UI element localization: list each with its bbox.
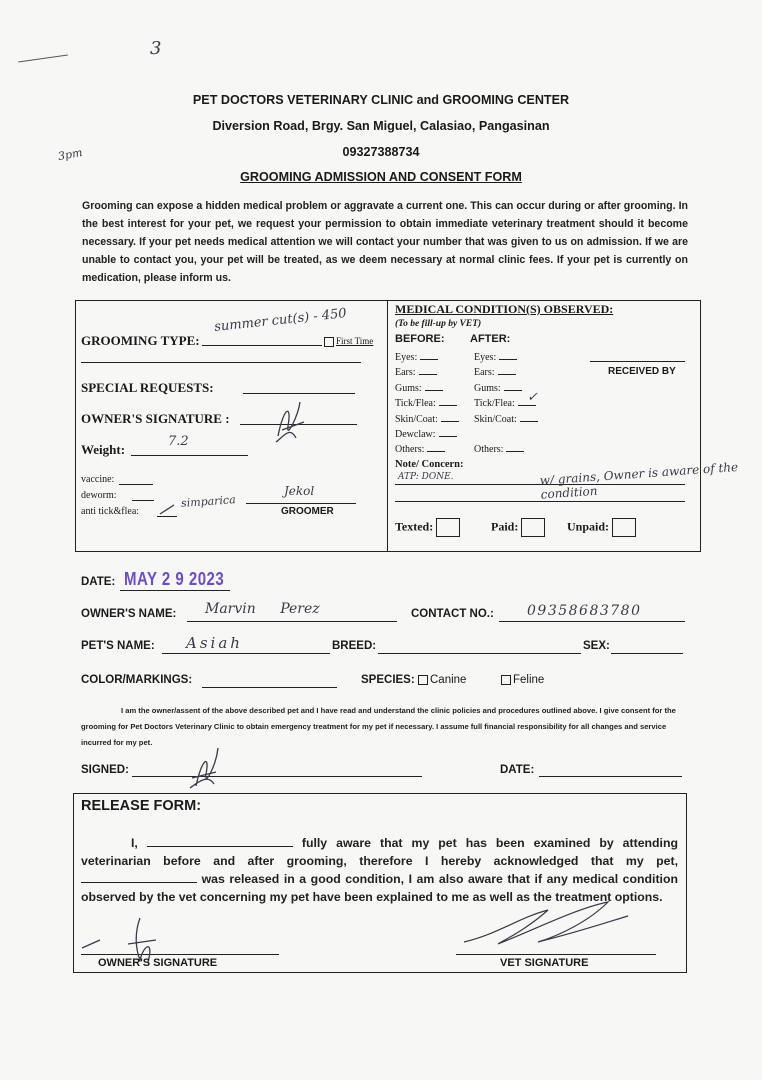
note-extra-handwriting: w/ grains, Owner is aware of the condition [539, 459, 739, 502]
feline-option[interactable]: Feline [501, 674, 544, 686]
weight-line [131, 455, 248, 456]
date-stamp[interactable]: MAY 2 9 2023 [124, 569, 225, 590]
owner-name-line [187, 621, 397, 622]
weight-label: Weight: [81, 442, 126, 457]
signed-label: SIGNED: [81, 764, 129, 776]
before-label: BEFORE: [395, 333, 445, 345]
row-blank-line[interactable] [499, 350, 517, 360]
anti-tick-value[interactable]: simparica [180, 493, 237, 510]
before-row[interactable]: Dewclaw: [395, 427, 459, 442]
signed-line[interactable] [132, 776, 422, 777]
row-blank-line[interactable] [441, 412, 459, 422]
after-row[interactable]: Eyes: [474, 350, 538, 365]
anti-tick-line[interactable] [157, 516, 177, 517]
owner-signature-label: OWNER'S SIGNATURE : [81, 411, 230, 426]
received-by-line[interactable] [590, 361, 685, 362]
unpaid-option[interactable]: Unpaid: [567, 518, 636, 537]
grooming-type-line-2 [81, 362, 361, 363]
before-row[interactable]: Skin/Coat: [395, 412, 459, 427]
after-row[interactable] [474, 427, 538, 442]
grooming-type-label: GROOMING TYPE: [81, 333, 200, 348]
owner-release-signature-label: OWNER'S SIGNATURE [98, 957, 218, 969]
grooming-type-value[interactable]: summer cut(s) - 450 [213, 306, 348, 335]
anti-tick-label: anti tick&flea: [81, 506, 140, 517]
owner-name-label: OWNER'S NAME: [81, 608, 177, 620]
received-by-label: RECEIVED BY [608, 366, 676, 377]
intro-paragraph: Grooming can expose a hidden medical problem or aggravate a current one. This can occur during or after grooming. In the best interest for your pet, we request your permission to obtain immediate veterinary treatment should it become necessary. If your pet needs medical attention we will contact your number that was given to us on admission. If we are unable to contact you, your pet will be treated, as we deem necessary at normal clinic fees. If your pet is currently on medication, please inform us. [82, 200, 688, 284]
deworm-line[interactable] [132, 500, 154, 501]
signed-date-line[interactable] [539, 776, 682, 777]
clinic-address: Diversion Road, Brgy. San Miguel, Calasiao, Pangasinan [212, 119, 550, 133]
row-blank-line[interactable] [439, 427, 457, 437]
before-row[interactable]: Others: [395, 442, 459, 457]
texted-option[interactable]: Texted: [395, 518, 460, 537]
groomer-label: GROOMER [281, 506, 334, 517]
after-row[interactable]: Others: [474, 442, 538, 457]
paid-checkbox[interactable] [521, 518, 545, 537]
release-name-line[interactable] [147, 835, 293, 847]
clinic-phone: 09327388734 [342, 145, 420, 159]
first-time-option[interactable]: First Time [324, 336, 373, 347]
owner-name-value[interactable]: Marvin Perez [205, 601, 320, 617]
note-value[interactable]: ATP: DONE. [398, 472, 454, 482]
release-pet-line[interactable] [81, 871, 197, 883]
feline-checkbox[interactable] [501, 675, 511, 685]
unpaid-checkbox[interactable] [612, 518, 636, 537]
after-row[interactable]: Tick/Flea: [474, 396, 538, 411]
contact-value[interactable]: 09358683780 [527, 603, 642, 619]
color-line[interactable] [202, 687, 337, 688]
texted-checkbox[interactable] [436, 518, 460, 537]
tick-after-check: ✓ [527, 390, 538, 405]
anti-tick-check-mark [158, 502, 176, 516]
breed-label: BREED: [332, 640, 377, 652]
groomer-line [246, 503, 356, 504]
special-requests-line[interactable] [243, 393, 355, 394]
row-blank-line[interactable] [504, 381, 522, 391]
row-blank-line[interactable] [419, 365, 437, 375]
consent-paragraph: I am the owner/assent of the above described pet and I have read and understand the clinic policies and procedures outlined above. I give consent for the grooming for Pet Doctors Veterinary Clinic to obtain emergency treatment for my pet if necessary. I assume full financial responsibility for all changes and service incurred for my pet. [81, 706, 676, 747]
weight-value[interactable]: 7.2 [168, 434, 189, 449]
special-requests-label: SPECIAL REQUESTS: [81, 380, 214, 395]
row-blank-line[interactable] [506, 442, 524, 452]
release-title: RELEASE FORM: [81, 798, 202, 814]
deworm-label: deworm: [81, 490, 117, 501]
time-mark: 3pm [57, 145, 84, 164]
pet-name-line [162, 653, 330, 654]
note-label: Note/ Concern: [395, 459, 464, 470]
canine-option[interactable]: Canine [418, 674, 466, 686]
contact-label: CONTACT NO.: [411, 608, 494, 620]
row-blank-line[interactable] [425, 381, 443, 391]
date-label: DATE: [81, 576, 116, 588]
row-blank-line[interactable] [498, 365, 516, 375]
row-blank-line[interactable] [439, 396, 457, 406]
row-blank-line[interactable] [420, 350, 438, 360]
color-label: COLOR/MARKINGS: [81, 674, 193, 686]
margin-stroke [18, 55, 68, 63]
sex-label: SEX: [583, 640, 610, 652]
after-row[interactable]: Ears: [474, 365, 538, 380]
pet-name-value[interactable]: Asiah [186, 634, 243, 652]
vet-signature-scribble [458, 898, 634, 954]
contact-line [499, 621, 685, 622]
before-row[interactable]: Eyes: [395, 350, 459, 365]
sex-line[interactable] [611, 653, 683, 654]
grooming-type-line [202, 345, 322, 346]
breed-line[interactable] [378, 653, 581, 654]
box-divider [387, 300, 388, 552]
date-line [120, 590, 230, 591]
note-line-2 [395, 501, 685, 502]
first-time-checkbox[interactable] [324, 337, 334, 347]
form-title: GROOMING ADMISSION AND CONSENT FORM [240, 170, 522, 184]
signed-scribble [186, 744, 226, 792]
page-number-mark: 3 [150, 38, 162, 59]
vet-signature-label: VET SIGNATURE [500, 957, 589, 969]
owner-signature-scribble [270, 396, 310, 446]
signed-date-label: DATE: [500, 764, 535, 776]
vaccine-label: vaccine: [81, 474, 115, 485]
clinic-name: PET DOCTORS VETERINARY CLINIC and GROOMING CENTER [192, 93, 570, 107]
after-row[interactable]: Skin/Coat: [474, 412, 538, 427]
after-row[interactable]: Gums: [474, 381, 538, 396]
before-row[interactable]: Tick/Flea: [395, 396, 459, 411]
canine-checkbox[interactable] [418, 675, 428, 685]
pet-name-label: PET'S NAME: [81, 640, 155, 652]
vaccine-line[interactable] [119, 484, 153, 485]
paid-option[interactable]: Paid: [491, 518, 545, 537]
row-blank-line[interactable] [520, 412, 538, 422]
row-blank-line[interactable] [427, 442, 445, 452]
vet-signature-line[interactable] [456, 954, 656, 955]
medical-subtitle: (To be fill-up by VET) [395, 319, 482, 329]
species-label: SPECIES: [361, 674, 415, 686]
before-rows [395, 350, 459, 458]
before-row[interactable]: Gums: [395, 381, 459, 396]
after-label: AFTER: [470, 333, 511, 345]
medical-title: MEDICAL CONDITION(S) OBSERVED: [395, 302, 614, 316]
before-row[interactable]: Ears: [395, 365, 459, 380]
groomer-value[interactable]: Jekol [284, 484, 315, 498]
release-paragraph: I, fully aware that my pet has been examined by attending veterinarian before and after grooming, therefore I hereby acknowledged that my pet, was released in a good condition, I am also aware that if any medical condition observed by the vet concerning my pet have been explained to me as well as the treatment options. [81, 836, 679, 904]
